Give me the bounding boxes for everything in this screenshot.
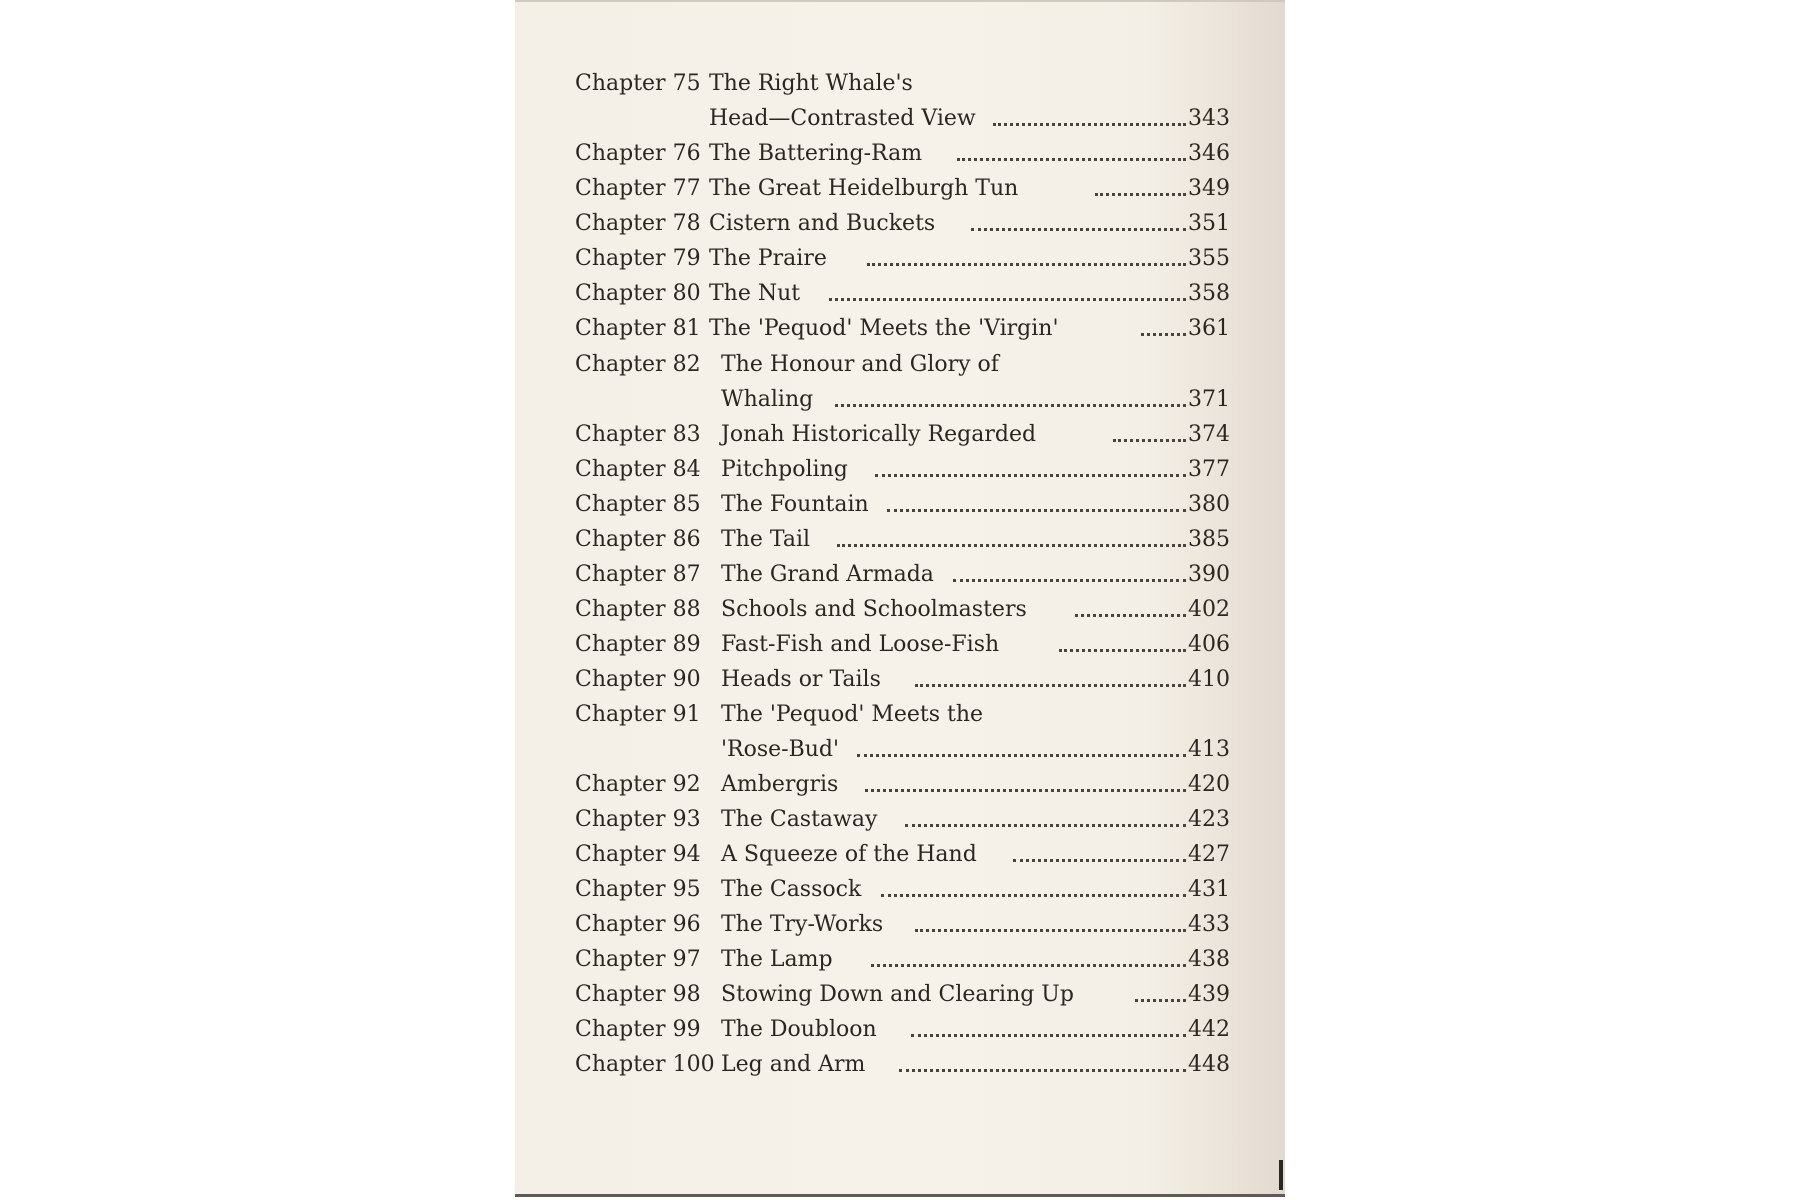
dot-leader — [899, 1069, 1186, 1072]
chapter-label: Chapter 86 — [575, 527, 701, 552]
chapter-title: The Honour and Glory of — [721, 352, 999, 377]
dot-leader — [1113, 439, 1186, 442]
page-number: 355 — [1188, 246, 1230, 271]
page-number: 346 — [1188, 141, 1230, 166]
chapter-title: Pitchpoling — [721, 457, 848, 482]
dot-leader — [887, 509, 1186, 512]
page-number: 402 — [1188, 597, 1230, 622]
page-number: 371 — [1188, 387, 1230, 412]
dot-leader — [1141, 333, 1186, 336]
dot-leader — [911, 1034, 1186, 1037]
page-number: 358 — [1188, 281, 1230, 306]
dot-leader — [865, 789, 1186, 792]
page-number: 413 — [1188, 737, 1230, 762]
toc-entry — [575, 942, 1230, 978]
page-number: 380 — [1188, 492, 1230, 517]
chapter-label: Chapter 78 — [575, 211, 701, 236]
chapter-title: The Cassock — [721, 877, 862, 902]
dot-leader — [881, 894, 1186, 897]
dot-leader — [957, 158, 1186, 161]
chapter-title: The Fountain — [721, 492, 869, 517]
dot-leader — [971, 228, 1186, 231]
chapter-title: The 'Pequod' Meets the — [721, 702, 984, 727]
dot-leader — [837, 544, 1186, 547]
chapter-title: Schools and Schoolmasters — [721, 597, 1027, 622]
chapter-label: Chapter 88 — [575, 597, 701, 622]
toc-entry — [575, 557, 1230, 593]
chapter-label: Chapter 84 — [575, 457, 701, 482]
chapter-label: Chapter 77 — [575, 176, 701, 201]
chapter-label: Chapter 89 — [575, 632, 701, 657]
dot-leader — [857, 754, 1186, 757]
toc-entry — [575, 241, 1230, 277]
chapter-title: Fast-Fish and Loose-Fish — [721, 632, 1000, 657]
toc-entry — [575, 872, 1230, 908]
chapter-title: Heads or Tails — [721, 667, 881, 692]
chapter-label: Chapter 75 — [575, 71, 701, 96]
toc-entry — [575, 382, 1230, 418]
toc-entry — [575, 627, 1230, 663]
chapter-label: Chapter 97 — [575, 947, 701, 972]
chapter-label: Chapter 87 — [575, 562, 701, 587]
dot-leader — [1095, 193, 1186, 196]
toc-entry — [575, 1047, 1230, 1083]
dot-leader — [915, 929, 1186, 932]
chapter-label: Chapter 85 — [575, 492, 701, 517]
chapter-title: The Great Heidelburgh Tun — [709, 176, 1019, 201]
chapter-label: Chapter 82 — [575, 352, 701, 377]
page-number: 351 — [1188, 211, 1230, 236]
chapter-title: Cistern and Buckets — [709, 211, 936, 236]
dot-leader — [1013, 859, 1186, 862]
page-number: 349 — [1188, 176, 1230, 201]
dot-leader — [953, 579, 1186, 582]
chapter-title: The Doubloon — [721, 1017, 877, 1042]
dot-leader — [905, 824, 1186, 827]
binding-edge — [1279, 1160, 1283, 1190]
dot-leader — [1075, 614, 1186, 617]
chapter-title: The 'Pequod' Meets the 'Virgin' — [709, 316, 1059, 341]
toc-entry — [575, 522, 1230, 558]
chapter-label: Chapter 96 — [575, 912, 701, 937]
page-number: 361 — [1188, 316, 1230, 341]
dot-leader — [829, 298, 1186, 301]
toc-entry — [575, 417, 1230, 453]
chapter-title: Head—Contrasted View — [709, 106, 976, 131]
page-number: 427 — [1188, 842, 1230, 867]
page-number: 431 — [1188, 877, 1230, 902]
book-page — [515, 0, 1285, 1197]
dot-leader — [1059, 649, 1186, 652]
chapter-label: Chapter 94 — [575, 842, 701, 867]
chapter-label: Chapter 95 — [575, 877, 701, 902]
toc-entry — [575, 487, 1230, 523]
chapter-label: Chapter 76 — [575, 141, 701, 166]
chapter-label: Chapter 81 — [575, 316, 701, 341]
dot-leader — [867, 263, 1186, 266]
table-of-contents — [515, 2, 1285, 1194]
chapter-title: Ambergris — [721, 772, 839, 797]
toc-entry — [575, 347, 1230, 383]
toc-entry — [575, 66, 1230, 102]
page-number: 374 — [1188, 422, 1230, 447]
chapter-title: The Try-Works — [721, 912, 884, 937]
toc-entry — [575, 662, 1230, 698]
dot-leader — [875, 474, 1186, 477]
chapter-label: Chapter 93 — [575, 807, 701, 832]
chapter-title: A Squeeze of the Hand — [721, 842, 977, 867]
chapter-title: The Praire — [709, 246, 827, 271]
chapter-title: Whaling — [721, 387, 814, 412]
dot-leader — [835, 404, 1186, 407]
toc-entry — [575, 977, 1230, 1013]
chapter-label: Chapter 91 — [575, 702, 701, 727]
page-number: 433 — [1188, 912, 1230, 937]
page-number: 343 — [1188, 106, 1230, 131]
chapter-label: Chapter 100 — [575, 1052, 715, 1077]
page-number: 438 — [1188, 947, 1230, 972]
page-number: 448 — [1188, 1052, 1230, 1077]
chapter-label: Chapter 83 — [575, 422, 701, 447]
chapter-title: The Right Whale's — [709, 71, 913, 96]
toc-entry — [575, 697, 1230, 733]
chapter-title: 'Rose-Bud' — [721, 737, 840, 762]
toc-entry — [575, 136, 1230, 172]
chapter-title: Jonah Historically Regarded — [721, 422, 1037, 447]
chapter-label: Chapter 79 — [575, 246, 701, 271]
toc-entry — [575, 171, 1230, 207]
page-number: 410 — [1188, 667, 1230, 692]
toc-entry — [575, 1012, 1230, 1048]
dot-leader — [871, 964, 1186, 967]
chapter-title: The Battering-Ram — [709, 141, 923, 166]
toc-entry — [575, 592, 1230, 628]
chapter-title: Stowing Down and Clearing Up — [721, 982, 1074, 1007]
toc-entry — [575, 452, 1230, 488]
toc-entry — [575, 206, 1230, 242]
chapter-title: Leg and Arm — [721, 1052, 866, 1077]
page-number: 423 — [1188, 807, 1230, 832]
toc-entry — [575, 276, 1230, 312]
chapter-title: The Grand Armada — [721, 562, 934, 587]
page-number: 385 — [1188, 527, 1230, 552]
chapter-title: The Lamp — [721, 947, 833, 972]
toc-entry — [575, 311, 1230, 347]
toc-entry — [575, 101, 1230, 137]
toc-entry — [575, 907, 1230, 943]
page-number: 377 — [1188, 457, 1230, 482]
chapter-title: The Nut — [709, 281, 801, 306]
chapter-label: Chapter 98 — [575, 982, 701, 1007]
chapter-label: Chapter 80 — [575, 281, 701, 306]
page-number: 406 — [1188, 632, 1230, 657]
chapter-title: The Castaway — [721, 807, 878, 832]
page-number: 420 — [1188, 772, 1230, 797]
dot-leader — [1135, 999, 1186, 1002]
toc-entry — [575, 767, 1230, 803]
toc-entry — [575, 837, 1230, 873]
page-number: 390 — [1188, 562, 1230, 587]
toc-entry — [575, 732, 1230, 768]
toc-entry — [575, 802, 1230, 838]
chapter-label: Chapter 99 — [575, 1017, 701, 1042]
page-number: 442 — [1188, 1017, 1230, 1042]
chapter-label: Chapter 92 — [575, 772, 701, 797]
chapter-title: The Tail — [721, 527, 811, 552]
page-number: 439 — [1188, 982, 1230, 1007]
chapter-label: Chapter 90 — [575, 667, 701, 692]
dot-leader — [915, 684, 1186, 687]
dot-leader — [993, 123, 1186, 126]
